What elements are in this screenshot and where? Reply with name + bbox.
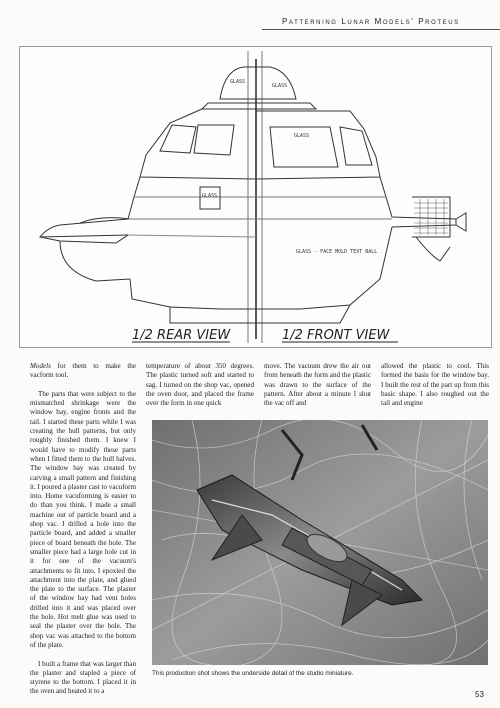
note-3: GLASS — [294, 133, 310, 139]
note-4: GLASS — [202, 193, 218, 199]
paragraph-2: The parts that were subject to the mismatched shrinkage were the window bay, engine fronts and the tail. I started these parts while I was creating the hull patterns, but only roughly finished them. I knew I would have to modify these parts when I fitted them to the hull halves. The window bay was created by carving a small pattern and finishing it. I poured a plaster cast to vacuform into. Home vacuforming is easier to do than you think. I made a small machine out of particle board and a shop vac. I drilled a hole into the particle board, and added a smaller piece of board beneath the hole. The smaller piece had a large hole cut in it for one of the vacuum's attachments to fit into. I epoxied the attachment into the plate, and glued the plate to the surface. The plaster of the window bay had vent holes drilled into it and was placed over the hole. Hot melt glue was used to seal the plaster over the hole. The shop vac was attached to the bottom of the plate. — [30, 389, 136, 649]
italic-lead: Models — [30, 362, 51, 370]
photo-caption: This production shot shows the underside detail of the studio miniature. — [152, 670, 354, 677]
front-engine-pod — [416, 237, 450, 261]
article-column-2: temperature of about 350 degrees. The plastic turned soft and started to sag. I turned on the shop vac, opened the oven door, and placed the frame over the form in one quick — [146, 362, 254, 408]
technical-drawing — [19, 46, 492, 348]
front-view-drawing — [256, 67, 466, 323]
front-hull-bottom — [256, 227, 392, 309]
photo-image — [152, 420, 488, 665]
page-number: 53 — [475, 690, 484, 699]
drawing-canvas — [20, 47, 491, 347]
note-1: GLASS — [230, 79, 246, 85]
grille-hatching — [414, 199, 448, 235]
note-5: GLASS - FACE MOLD TEXT BALL — [296, 249, 378, 255]
production-photo — [152, 420, 488, 665]
view-labels — [132, 328, 391, 343]
note-2: GLASS — [272, 83, 288, 89]
paragraph-3: I built a frame that was larger than the plaster and stapled a piece of styrene to the bottom. I placed it in the oven and heated it to a — [30, 659, 136, 696]
front-canopy — [256, 111, 380, 179]
header-rule — [262, 29, 500, 30]
rear-wing — [40, 177, 140, 237]
rear-left-pod — [60, 241, 130, 281]
front-view-label: 1/2 FRONT VIEW — [282, 328, 390, 343]
rear-view-label: 1/2 REAR VIEW — [132, 328, 231, 343]
rear-view-drawing — [40, 67, 256, 323]
paragraph-1-text: for them to make the vacform tool. — [30, 362, 136, 380]
rear-canopy — [140, 109, 256, 179]
article-column-1 — [30, 362, 136, 706]
running-head: Patterning Lunar Models' Proteus — [282, 17, 460, 26]
article-column-4: allowed the plastic to cool. This formed the basis for the window bay. I built the rest of the part up from this basic shape. I also roughed out the tail and engine — [381, 362, 489, 408]
rear-hull-bottom — [130, 279, 256, 309]
paragraph-1 — [30, 362, 136, 381]
article-column-3: move. The vacuum drew the air out from beneath the form and the plastic was drawn to the surface of the pattern. After about a minute I shut the vac off and — [264, 362, 371, 408]
